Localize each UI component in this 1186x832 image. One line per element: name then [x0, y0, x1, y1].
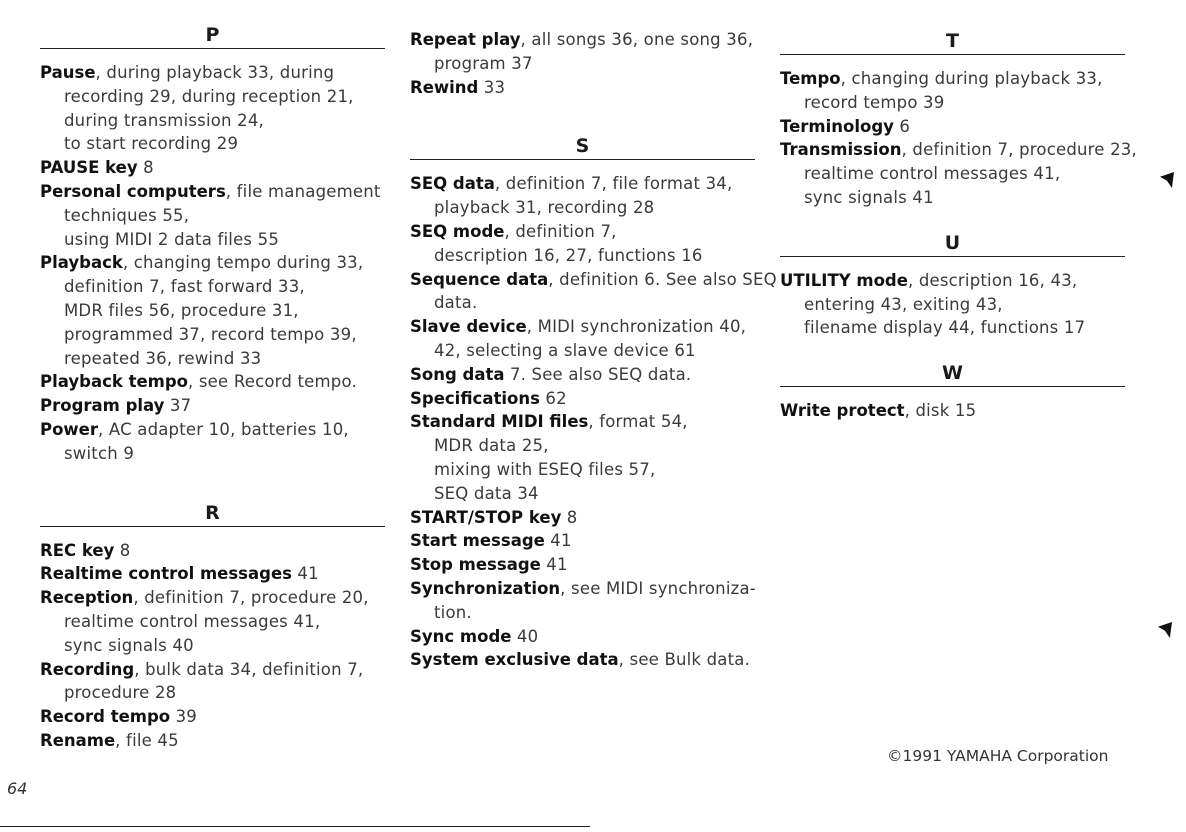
index-entry [780, 115, 1125, 139]
index-references: 33 [478, 77, 506, 97]
index-references: entering 43, exiting 43, [804, 294, 1003, 314]
index-references: recording 29, during reception 21, [64, 86, 354, 106]
index-entry-line [40, 442, 385, 466]
index-section [410, 28, 755, 99]
index-entry-line [40, 204, 385, 228]
index-entry [410, 625, 755, 649]
index-references: , format 54, [588, 412, 688, 432]
index-references: 41 [544, 531, 572, 551]
section-letter-heading: W [780, 362, 1125, 387]
index-entry-line [410, 506, 755, 530]
index-references: playback 31, recording 28 [434, 198, 655, 218]
index-entry-line [780, 67, 1125, 91]
index-entry-line [410, 648, 755, 672]
index-entry [410, 220, 755, 268]
index-entry [410, 363, 755, 387]
index-term: Specifications [410, 388, 540, 408]
index-references: sync signals 41 [804, 187, 934, 207]
index-references: , disk 15 [904, 401, 977, 421]
index-entry-line [40, 681, 385, 705]
index-entry-line [410, 28, 755, 52]
index-entry [40, 156, 385, 180]
index-references: MDR files 56, procedure 31, [64, 300, 299, 320]
index-entry-line [410, 339, 755, 363]
index-references: , file 45 [115, 730, 179, 750]
index-term: Repeat play [410, 30, 521, 49]
index-entry-line [40, 418, 385, 442]
index-entry-line [40, 610, 385, 634]
index-entry-line [410, 291, 755, 315]
index-term: Transmission [780, 140, 902, 160]
index-entry-line [40, 729, 385, 753]
index-entry-line [40, 370, 385, 394]
page-number: 64 [7, 779, 28, 798]
index-entry-line [410, 268, 777, 292]
index-entry-line [410, 625, 755, 649]
index-references: programmed 37, record tempo 39, [64, 324, 357, 344]
index-entry [410, 553, 755, 577]
index-entry-line [410, 52, 755, 76]
index-references: , see Bulk data. [618, 650, 751, 670]
index-entry-line [410, 458, 755, 482]
index-term: Stop message [410, 555, 541, 575]
index-references: record tempo 39 [804, 92, 945, 112]
index-references: 8 [114, 540, 131, 560]
index-entry-line [410, 172, 755, 196]
index-entry [410, 28, 755, 76]
section-letter-heading: U [780, 232, 1125, 257]
index-references: , MIDI synchronization 40, [526, 317, 747, 337]
index-entry [410, 410, 755, 505]
index-references: repeated 36, rewind 33 [64, 348, 262, 368]
index-references: program 37 [434, 53, 533, 73]
index-section [780, 362, 1125, 423]
index-column-3 [780, 30, 1137, 423]
index-references: 8 [137, 158, 154, 178]
index-entry-line [40, 156, 385, 180]
index-references: to start recording 29 [64, 134, 239, 154]
index-entry-line [40, 109, 385, 133]
index-entry-line [780, 186, 1125, 210]
index-term: Realtime control messages [40, 564, 292, 584]
index-entry-line [780, 399, 1125, 423]
index-entry-line [410, 410, 755, 434]
index-term: Personal computers [40, 181, 226, 201]
index-references: , changing tempo during 33, [122, 253, 364, 273]
index-term: Tempo [780, 69, 841, 88]
index-references: mixing with ESEQ files 57, [434, 459, 656, 479]
index-entry-line [40, 705, 385, 729]
index-term: SEQ data [410, 174, 495, 194]
index-term: Program play [40, 396, 165, 416]
index-entry-line [410, 387, 755, 411]
index-entry [40, 586, 385, 657]
index-references: 62 [539, 388, 567, 408]
index-entry [410, 172, 755, 220]
index-references: 39 [170, 707, 197, 727]
index-term: SEQ mode [410, 221, 505, 241]
index-references: 41 [291, 564, 319, 584]
index-references: , definition 6. See also SEQ [548, 269, 777, 289]
index-entry-line [410, 601, 755, 625]
index-term: Start message [410, 531, 545, 551]
index-references: description 16, 27, functions 16 [434, 245, 703, 265]
index-references: during transmission 24, [64, 110, 264, 130]
index-entry [410, 76, 755, 100]
index-entry [40, 729, 385, 753]
section-letter-heading: P [40, 24, 385, 49]
index-entry-line [40, 658, 385, 682]
bottom-rule [0, 826, 590, 827]
index-entry [40, 658, 385, 706]
index-term: START/STOP key [410, 507, 562, 527]
index-term: Standard MIDI files [410, 412, 589, 432]
index-entry [410, 387, 755, 411]
index-entry-line [40, 323, 385, 347]
index-references: , definition 7, [504, 221, 617, 241]
index-section [410, 135, 777, 672]
index-references: 42, selecting a slave device 61 [434, 340, 696, 360]
tab-marker-icon [1160, 172, 1174, 188]
index-column-2 [410, 28, 777, 672]
index-entry [40, 705, 385, 729]
index-column-1 [40, 24, 385, 753]
index-entry [40, 394, 385, 418]
index-term: Sync mode [410, 626, 512, 646]
index-entry [410, 268, 777, 316]
index-entry [780, 67, 1125, 115]
index-references: switch 9 [64, 443, 135, 463]
index-term: Playback [40, 253, 123, 273]
index-term: UTILITY mode [780, 270, 908, 290]
index-references: tion. [434, 602, 472, 622]
index-entry-line [40, 132, 385, 156]
index-term: REC key [40, 540, 115, 560]
index-section [40, 502, 385, 753]
index-entry-line [40, 180, 385, 204]
index-entry-line [780, 91, 1125, 115]
index-term: Pause [40, 63, 96, 82]
index-entry [40, 418, 385, 466]
index-references: , definition 7, file format 34, [494, 174, 733, 194]
index-references: procedure 28 [64, 683, 177, 703]
index-references: , description 16, 43, [907, 270, 1078, 290]
index-references: data. [434, 293, 478, 313]
index-references: , all songs 36, one song 36, [520, 30, 754, 49]
index-entry [40, 370, 385, 394]
index-entry [410, 577, 755, 625]
index-term: Power [40, 419, 98, 439]
index-references: filename display 44, functions 17 [804, 318, 1086, 338]
index-entry [410, 315, 755, 363]
index-term: Playback tempo [40, 372, 188, 392]
index-entry [780, 269, 1125, 340]
index-entry-line [40, 299, 385, 323]
index-entry [410, 506, 755, 530]
index-entry [40, 562, 385, 586]
index-term: PAUSE key [40, 158, 138, 178]
index-references: techniques 55, [64, 205, 190, 225]
index-entry-line [780, 269, 1125, 293]
index-section [40, 24, 385, 466]
index-term: Song data [410, 364, 505, 384]
section-letter-heading: S [410, 135, 755, 160]
index-entry-line [410, 553, 755, 577]
index-references: sync signals 40 [64, 635, 194, 655]
copyright-notice: ©1991 YAMAHA Corporation [887, 747, 1109, 765]
index-entry-line [780, 115, 1125, 139]
index-term: Record tempo [40, 707, 171, 727]
index-entry-line [780, 316, 1125, 340]
section-letter-heading: T [780, 30, 1125, 55]
index-entry [40, 180, 385, 251]
section-letter-heading: R [40, 502, 385, 527]
index-term: Terminology [780, 116, 894, 136]
index-references: , bulk data 34, definition 7, [134, 659, 364, 679]
index-references: 8 [561, 507, 578, 527]
index-entry-line [40, 394, 385, 418]
index-references: , file management [225, 181, 381, 201]
index-entry-line [40, 61, 385, 85]
index-term: Recording [40, 659, 135, 679]
index-entry [410, 648, 755, 672]
index-references: realtime control messages 41, [804, 164, 1061, 184]
index-entry-line [40, 586, 385, 610]
index-references: , definition 7, procedure 23, [901, 140, 1137, 160]
index-references: definition 7, fast forward 33, [64, 277, 305, 297]
index-references: , during playback 33, during [95, 63, 335, 82]
index-entry-line [410, 244, 755, 268]
index-term: Write protect [780, 401, 905, 421]
tab-marker-icon [1158, 622, 1172, 638]
index-entry-line [40, 562, 385, 586]
index-entry-line [40, 634, 385, 658]
index-term: Sequence data [410, 269, 549, 289]
index-references: , see Record tempo. [188, 372, 357, 392]
index-term: Synchronization [410, 578, 561, 598]
index-entry [780, 138, 1137, 209]
index-entry-line [40, 228, 385, 252]
index-references: , changing during playback 33, [840, 69, 1103, 88]
index-references: SEQ data 34 [434, 483, 539, 503]
index-term: Slave device [410, 317, 527, 337]
index-entry-line [40, 275, 385, 299]
index-references: 7. See also SEQ data. [504, 364, 692, 384]
index-entry [410, 529, 755, 553]
index-references: 40 [511, 626, 539, 646]
index-entry-line [410, 76, 755, 100]
index-entry [40, 251, 385, 370]
index-references: MDR data 25, [434, 436, 549, 456]
index-entry-line [40, 85, 385, 109]
index-entry-line [40, 251, 385, 275]
index-entry [780, 399, 1125, 423]
index-references: 41 [540, 555, 568, 575]
index-references: realtime control messages 41, [64, 611, 321, 631]
index-entry-line [410, 482, 755, 506]
index-entry-line [780, 162, 1125, 186]
index-references: , see MIDI synchroniza- [560, 578, 756, 598]
index-entry-line [780, 293, 1125, 317]
index-entry-line [40, 539, 385, 563]
index-entry-line [410, 434, 755, 458]
index-section [780, 232, 1125, 340]
index-entry-line [410, 220, 755, 244]
index-entry-line [410, 577, 755, 601]
index-entry-line [410, 196, 755, 220]
index-section [780, 30, 1137, 210]
index-entry [40, 61, 385, 156]
index-entry-line [410, 529, 755, 553]
index-references: using MIDI 2 data files 55 [64, 229, 280, 249]
index-entry [40, 539, 385, 563]
index-term: System exclusive data [410, 650, 619, 670]
index-references: 6 [893, 116, 911, 136]
index-term: Rename [40, 730, 116, 750]
index-entry-line [410, 363, 755, 387]
index-term: Rewind [410, 77, 479, 97]
index-entry-line [40, 347, 385, 371]
index-entry-line [410, 315, 755, 339]
index-entry-line [780, 138, 1137, 162]
index-references: 37 [164, 396, 192, 416]
index-term: Reception [40, 588, 134, 608]
index-references: , definition 7, procedure 20, [133, 588, 369, 608]
index-references: , AC adapter 10, batteries 10, [98, 419, 349, 439]
